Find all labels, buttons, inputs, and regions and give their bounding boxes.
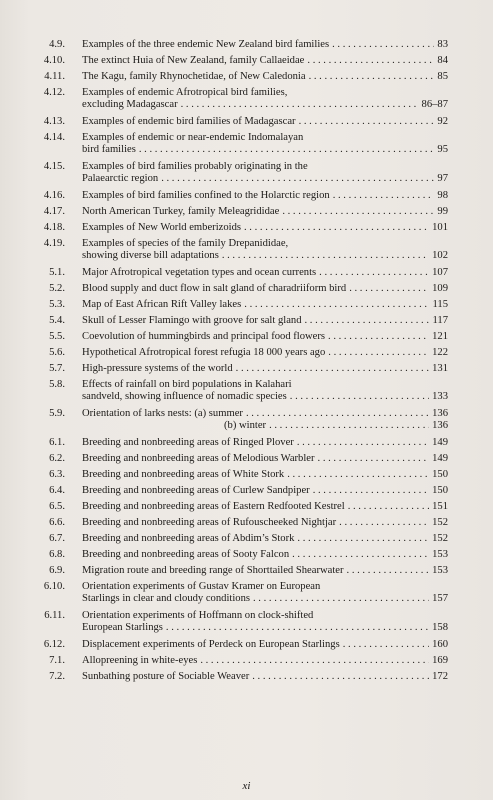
figure-number: 4.13. (43, 116, 65, 127)
caption-line (82, 517, 448, 529)
dot-leader (332, 39, 434, 51)
figure-entry (28, 639, 448, 651)
caption-line (82, 453, 448, 465)
figure-number: 7.1. (49, 655, 65, 666)
figure-caption (82, 639, 448, 651)
caption-line (82, 283, 448, 295)
page-ref: 131 (432, 363, 448, 374)
caption-line (82, 437, 448, 449)
figure-number: 7.2. (49, 671, 65, 682)
dot-leader (236, 363, 429, 375)
figure-number: 6.10. (43, 581, 65, 592)
caption-text: Palaearctic region (82, 173, 159, 184)
caption-text: European Starlings (82, 622, 163, 633)
figure-number: 4.11. (44, 71, 65, 82)
dot-leader (287, 469, 429, 481)
caption-text: Breeding and nonbreeding areas of Eastern Redfooted Kestrel (82, 501, 345, 512)
dot-leader (222, 250, 429, 262)
figure-number: 6.12. (43, 639, 65, 650)
list-of-figures (28, 39, 448, 687)
figure-entry (28, 161, 448, 185)
page-ref: 102 (432, 250, 448, 261)
figure-entry (28, 132, 448, 156)
dot-leader (161, 173, 434, 185)
caption-text: Major Afrotropical vegetation types and ocean currents (82, 267, 317, 278)
caption-line (82, 610, 448, 622)
caption-text: Examples of endemic or near-endemic Indomalayan (82, 132, 304, 143)
figure-caption (82, 238, 448, 262)
dot-leader (328, 331, 429, 343)
figure-caption (82, 39, 448, 51)
figure-number: 5.3. (49, 299, 65, 310)
caption-line (82, 549, 448, 561)
dot-leader (297, 437, 429, 449)
figure-number: 5.6. (49, 347, 65, 358)
caption-text: (b) winter (224, 420, 267, 431)
caption-text: Breeding and nonbreeding areas of Ringed Plover (82, 437, 294, 448)
figure-entry (28, 39, 448, 51)
dot-leader (181, 99, 419, 111)
caption-line (82, 206, 448, 218)
caption-text: showing diverse bill adaptations (82, 250, 219, 261)
dot-leader (313, 485, 429, 497)
caption-line (82, 408, 448, 420)
figure-entry (28, 533, 448, 545)
figure-number: 6.5. (49, 501, 65, 512)
figure-caption (82, 222, 448, 234)
page-ref: 85 (437, 71, 448, 82)
figure-entry (28, 501, 448, 513)
caption-text: excluding Madagascar (82, 99, 178, 110)
figure-entry (28, 267, 448, 279)
caption-line (82, 116, 448, 128)
dot-leader (292, 549, 429, 561)
caption-text: Examples of the three endemic New Zealand bird families (82, 39, 330, 50)
page-ref: 107 (432, 267, 448, 278)
caption-text: Coevolution of hummingbirds and principal food flowers (82, 331, 326, 342)
caption-line (82, 420, 448, 432)
page-ref: 97 (437, 173, 448, 184)
caption-text: North American Turkey, family Meleagrididae (82, 206, 280, 217)
figure-number: 4.14. (43, 132, 65, 143)
page-ref: 160 (432, 639, 448, 650)
dot-leader (339, 517, 429, 529)
figure-caption (82, 71, 448, 83)
page-ref: 92 (437, 116, 448, 127)
page-ref: 157 (432, 593, 448, 604)
figure-entry (28, 581, 448, 605)
figure-caption (82, 565, 448, 577)
caption-text: Examples of endemic Afrotropical bird families, (82, 87, 288, 98)
dot-leader (244, 222, 429, 234)
dot-leader (307, 55, 434, 67)
figure-entry (28, 655, 448, 667)
dot-leader (328, 347, 429, 359)
page-ref: 151 (432, 501, 448, 512)
caption-text: Examples of bird families confined to the Holarctic region (82, 190, 330, 201)
figure-caption (82, 161, 448, 185)
dot-leader (246, 408, 429, 420)
figure-number: 5.4. (49, 315, 65, 326)
figure-entry (28, 379, 448, 403)
caption-line (82, 391, 448, 403)
caption-text: Breeding and nonbreeding areas of Abdim’s Stork (82, 533, 295, 544)
figure-number: 4.18. (43, 222, 65, 233)
dot-leader (319, 267, 429, 279)
figure-entry (28, 116, 448, 128)
caption-line (82, 501, 448, 513)
caption-text: Skull of Lesser Flamingo with groove for salt gland (82, 315, 302, 326)
page-ref: 150 (432, 469, 448, 480)
figure-caption (82, 190, 448, 202)
caption-text: Starlings in clear and cloudy conditions (82, 593, 250, 604)
dot-leader (252, 671, 429, 683)
caption-text: The extinct Huia of New Zealand, family Callaeidae (82, 55, 305, 66)
caption-line (82, 299, 448, 311)
page-ref: 172 (432, 671, 448, 682)
figure-caption (82, 581, 448, 605)
caption-line (82, 469, 448, 481)
dot-leader (343, 639, 429, 651)
caption-text: Effects of rainfall on bird populations in Kalahari (82, 379, 292, 390)
figure-entry (28, 87, 448, 111)
figure-number: 6.7. (49, 533, 65, 544)
figure-entry (28, 437, 448, 449)
caption-text: Breeding and nonbreeding areas of White Stork (82, 469, 285, 480)
figure-entry (28, 222, 448, 234)
caption-text: bird families (82, 144, 136, 155)
figure-caption (82, 363, 448, 375)
caption-line (82, 222, 448, 234)
page-ref: 121 (432, 331, 448, 342)
figure-number: 4.19. (43, 238, 65, 249)
page-ref: 153 (432, 565, 448, 576)
caption-line (82, 315, 448, 327)
figure-number: 4.17. (43, 206, 65, 217)
figure-number: 5.7. (49, 363, 65, 374)
caption-line (82, 161, 448, 173)
figure-caption (82, 315, 448, 327)
page-ref: 117 (432, 315, 448, 326)
caption-text: Breeding and nonbreeding areas of Rufouscheeked Nightjar (82, 517, 337, 528)
caption-line (82, 250, 448, 262)
caption-line (82, 173, 448, 185)
caption-text: Breeding and nonbreeding areas of Melodious Warbler (82, 453, 315, 464)
dot-leader (297, 533, 429, 545)
figure-caption (82, 469, 448, 481)
figure-number: 4.10. (43, 55, 65, 66)
caption-line (82, 639, 448, 651)
dot-leader (282, 206, 434, 218)
dot-leader (244, 299, 429, 311)
figure-caption (82, 206, 448, 218)
figure-entry (28, 469, 448, 481)
figure-entry (28, 549, 448, 561)
dot-leader (139, 144, 435, 156)
caption-line (82, 671, 448, 683)
figure-caption (82, 655, 448, 667)
figure-number: 6.8. (49, 549, 65, 560)
caption-line (82, 87, 448, 99)
caption-text: The Kagu, family Rhynochetidae, of New Caledonia (82, 71, 306, 82)
figure-number: 6.1. (49, 437, 65, 448)
caption-line (82, 331, 448, 343)
caption-text: Sunbathing posture of Sociable Weaver (82, 671, 250, 682)
figure-number: 5.1. (49, 267, 65, 278)
figure-caption (82, 437, 448, 449)
figure-entry (28, 485, 448, 497)
caption-line (82, 347, 448, 359)
figure-number: 5.5. (49, 331, 65, 342)
caption-text: Examples of bird families probably originating in the (82, 161, 308, 172)
figure-entry (28, 363, 448, 375)
caption-line (82, 39, 448, 51)
caption-line (82, 485, 448, 497)
page-ref: 84 (437, 55, 448, 66)
caption-line (82, 622, 448, 634)
caption-text: sandveld, showing influence of nomadic species (82, 391, 287, 402)
figure-entry (28, 408, 448, 432)
figure-caption (82, 453, 448, 465)
page-ref: 136 (432, 420, 448, 431)
page-ref: 152 (432, 517, 448, 528)
page-ref: 149 (432, 453, 448, 464)
figure-caption (82, 533, 448, 545)
page-ref: 136 (432, 408, 448, 419)
figure-caption (82, 485, 448, 497)
figure-number: 4.16. (43, 190, 65, 201)
figure-entry (28, 55, 448, 67)
caption-text: Examples of endemic bird families of Madagascar (82, 116, 296, 127)
caption-text: Displacement experiments of Perdeck on European Starlings (82, 639, 340, 650)
figure-caption (82, 267, 448, 279)
figure-number: 6.11. (44, 610, 65, 621)
dot-leader (347, 565, 430, 577)
caption-text: Hypothetical Afrotropical forest refugia 18 000 years ago (82, 347, 326, 358)
figure-entry (28, 517, 448, 529)
figure-caption (82, 671, 448, 683)
page-ref: 158 (432, 622, 448, 633)
figure-caption (82, 347, 448, 359)
caption-line (82, 190, 448, 202)
dot-leader (166, 622, 429, 634)
page-ref: 150 (432, 485, 448, 496)
caption-line (82, 565, 448, 577)
figure-number: 5.8. (49, 379, 65, 390)
figure-caption (82, 379, 448, 403)
figure-caption (82, 116, 448, 128)
figure-entry (28, 206, 448, 218)
figure-entry (28, 610, 448, 634)
page-ref: 95 (437, 144, 448, 155)
figure-entry (28, 283, 448, 295)
dot-leader (305, 315, 430, 327)
figure-caption (82, 87, 448, 111)
figure-entry (28, 315, 448, 327)
caption-text: Breeding and nonbreeding areas of Curlew Sandpiper (82, 485, 310, 496)
page-ref: 98 (437, 190, 448, 201)
caption-text: Orientation experiments of Gustav Kramer on European (82, 581, 321, 592)
figure-number: 6.9. (49, 565, 65, 576)
caption-text: Breeding and nonbreeding areas of Sooty Falcon (82, 549, 290, 560)
dot-leader (348, 501, 429, 513)
figure-entry (28, 299, 448, 311)
figure-entry (28, 190, 448, 202)
caption-line (82, 238, 448, 250)
caption-line (82, 363, 448, 375)
figure-caption (82, 132, 448, 156)
figure-number: 6.2. (49, 453, 65, 464)
caption-line (82, 581, 448, 593)
page-ref: 133 (432, 391, 448, 402)
page-ref: 101 (432, 222, 448, 233)
caption-text: Orientation experiments of Hoffmann on clock-shifted (82, 610, 314, 621)
caption-text: Migration route and breeding range of Shorttailed Shearwater (82, 565, 344, 576)
caption-text: Blood supply and duct flow in salt gland of charadriiform bird (82, 283, 347, 294)
figure-number: 5.2. (49, 283, 65, 294)
figure-caption (82, 55, 448, 67)
caption-text: Orientation of larks nests: (a) summer (82, 408, 243, 419)
caption-line (82, 144, 448, 156)
page-ref: 122 (432, 347, 448, 358)
caption-text: Map of East African Rift Valley lakes (82, 299, 242, 310)
figure-caption (82, 610, 448, 634)
figure-caption (82, 299, 448, 311)
figure-caption (82, 501, 448, 513)
caption-line (82, 55, 448, 67)
figure-entry (28, 71, 448, 83)
page-ref: 99 (437, 206, 448, 217)
page-ref: 169 (432, 655, 448, 666)
figure-number: 4.15. (43, 161, 65, 172)
dot-leader (318, 453, 430, 465)
figure-caption (82, 549, 448, 561)
page-ref: 153 (432, 549, 448, 560)
dot-leader (309, 71, 435, 83)
caption-line (82, 379, 448, 391)
figure-caption (82, 517, 448, 529)
dot-leader (253, 593, 429, 605)
caption-line (82, 593, 448, 605)
page-number: xi (242, 780, 251, 792)
figure-entry (28, 238, 448, 262)
figure-number: 5.9. (49, 408, 65, 419)
dot-leader (200, 655, 429, 667)
page-ref: 86–87 (421, 99, 448, 110)
page-ref: 152 (432, 533, 448, 544)
dot-leader (299, 116, 435, 128)
page-ref: 115 (432, 299, 448, 310)
page-ref: 83 (437, 39, 448, 50)
figure-entry (28, 347, 448, 359)
dot-leader (333, 190, 435, 202)
caption-line (82, 99, 448, 111)
figure-caption (82, 408, 448, 432)
dot-leader (290, 391, 429, 403)
caption-line (82, 71, 448, 83)
dot-leader (269, 420, 429, 432)
caption-text: High-pressure systems of the world (82, 363, 233, 374)
figure-number: 6.3. (49, 469, 65, 480)
figure-entry (28, 565, 448, 577)
page-ref: 109 (432, 283, 448, 294)
figure-number: 6.4. (49, 485, 65, 496)
caption-line (82, 533, 448, 545)
caption-line (82, 132, 448, 144)
caption-text: Examples of New World emberizoids (82, 222, 241, 233)
figure-number: 4.12. (43, 87, 65, 98)
figure-caption (82, 331, 448, 343)
caption-text: Allopreening in white-eyes (82, 655, 198, 666)
caption-text: Examples of species of the family Drepanididae, (82, 238, 289, 249)
dot-leader (349, 283, 429, 295)
figure-caption (82, 283, 448, 295)
figure-number: 4.9. (49, 39, 65, 50)
figure-entry (28, 453, 448, 465)
figure-entry (28, 671, 448, 683)
page-ref: 149 (432, 437, 448, 448)
figure-number: 6.6. (49, 517, 65, 528)
caption-line (82, 267, 448, 279)
figure-entry (28, 331, 448, 343)
caption-line (82, 655, 448, 667)
